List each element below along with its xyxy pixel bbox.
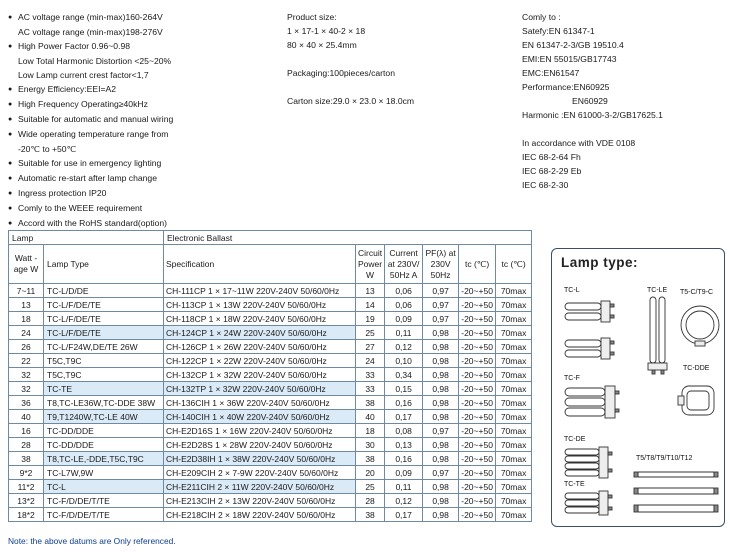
cell-power: 13 <box>356 284 385 298</box>
cell-tc-max: 70max <box>496 508 532 522</box>
cell-watt: 7~11 <box>9 284 44 298</box>
cell-watt: 28 <box>9 438 44 452</box>
cell-lamp-type: T5C,T9C <box>44 368 164 382</box>
header-pf: PF(λ) at 230V 50Hz <box>423 245 459 284</box>
cell-lamp-type: TC-L/F/DE/TE <box>44 298 164 312</box>
comply-emi: EMI:EN 55015/GB17743 <box>522 54 617 64</box>
cell-spec: CH-122CP 1 × 22W 220V-240V 50/60/0Hz <box>164 354 356 368</box>
cell-pf: 0,98 <box>423 452 459 466</box>
cell-power: 18 <box>356 424 385 438</box>
comply-emc: EMC:EN61547 <box>522 68 580 78</box>
header-power: Circuit Power W <box>356 245 385 284</box>
cell-tc-max: 70max <box>496 368 532 382</box>
cell-current: 0,10 <box>385 354 423 368</box>
comply-harmonic: Harmonic :EN 61000-3-2/GB17625.1 <box>522 110 663 120</box>
feature-item: -20℃ to +50℃ <box>18 144 77 154</box>
cell-power: 20 <box>356 466 385 480</box>
lamp-type-title: Lamp type: <box>561 255 639 270</box>
cell-tc-max: 70max <box>496 494 532 508</box>
label-tc-le: TC-LE <box>647 287 668 294</box>
cell-tc-max: 70max <box>496 354 532 368</box>
cell-spec: CH-118CP 1 × 18W 220V-240V 50/60/0Hz <box>164 312 356 326</box>
label-tc-de: TC-DE <box>564 436 586 443</box>
header-tc-max: tc (℃) <box>496 245 532 284</box>
header-tc-range: tc (℃) <box>459 245 496 284</box>
cell-tc-range: -20~+50 <box>459 368 496 382</box>
cell-tc-range: -20~+50 <box>459 466 496 480</box>
feature-item: ● Suitable for automatic and manual wiring <box>8 112 288 127</box>
cell-current: 0,12 <box>385 494 423 508</box>
packaging-info: Packaging:100pieces/carton <box>287 68 395 78</box>
header-watt: Watt -age W <box>9 245 44 284</box>
cell-lamp-type: T5C,T9C <box>44 354 164 368</box>
cell-pf: 0,98 <box>423 340 459 354</box>
cell-pf: 0,98 <box>423 438 459 452</box>
cell-pf: 0,98 <box>423 396 459 410</box>
feature-item: ● Wide operating temperature range from <box>8 127 288 142</box>
cell-watt: 32 <box>9 382 44 396</box>
cell-power: 25 <box>356 480 385 494</box>
cell-power: 38 <box>356 452 385 466</box>
cell-watt: 40 <box>9 410 44 424</box>
cell-power: 25 <box>356 326 385 340</box>
table-row <box>9 298 532 312</box>
cell-watt: 22 <box>9 354 44 368</box>
cell-tc-max: 70max <box>496 326 532 340</box>
cell-pf: 0,97 <box>423 312 459 326</box>
cell-current: 0,16 <box>385 396 423 410</box>
header-spec: Specification <box>164 245 356 284</box>
cell-watt: 26 <box>9 340 44 354</box>
cell-pf: 0,98 <box>423 354 459 368</box>
cell-lamp-type: TC-F/D/DE/T/TE <box>44 508 164 522</box>
cell-tc-max: 70max <box>496 382 532 396</box>
cell-tc-range: -20~+50 <box>459 354 496 368</box>
feature-item: Low Lamp current crest factor<1,7 <box>18 70 149 80</box>
table-row <box>9 284 532 298</box>
cell-watt: 18 <box>9 312 44 326</box>
cell-power: 14 <box>356 298 385 312</box>
feature-item: ● High Power Factor 0.96~0.98 <box>8 39 288 54</box>
cell-tc-max: 70max <box>496 480 532 494</box>
table-row <box>9 410 532 424</box>
feature-item: ● Comly to the WEEE requirement <box>8 201 288 216</box>
cell-pf: 0,98 <box>423 494 459 508</box>
cell-current: 0,06 <box>385 284 423 298</box>
table-row <box>9 452 532 466</box>
label-t5-t8-t9: T5/T8/T9/T10/T12 <box>636 455 693 462</box>
cell-current: 0,17 <box>385 410 423 424</box>
cell-tc-max: 70max <box>496 396 532 410</box>
comply-safety: Satefy:EN 61347-1 <box>522 26 595 36</box>
label-tc-dde: TC-DDE <box>683 365 710 372</box>
carton-size: Carton size:29.0 × 23.0 × 18.0cm <box>287 96 415 106</box>
cell-current: 0,11 <box>385 326 423 340</box>
feature-item: ● Ingress protection IP20 <box>8 186 288 201</box>
cell-current: 0,06 <box>385 298 423 312</box>
cell-lamp-type: T8,TC-LE,-DDE,T5C,T9C <box>44 452 164 466</box>
cell-tc-range: -20~+50 <box>459 410 496 424</box>
cell-power: 33 <box>356 382 385 396</box>
cell-tc-range: -20~+50 <box>459 508 496 522</box>
cell-lamp-type: TC-L/F24W,DE/TE 26W <box>44 340 164 354</box>
cell-lamp-type: TC-F/D/DE/T/TE <box>44 494 164 508</box>
cell-tc-max: 70max <box>496 466 532 480</box>
comply-performance: Performance:EN60925 <box>522 82 610 92</box>
cell-tc-range: -20~+50 <box>459 424 496 438</box>
feature-list <box>8 10 288 231</box>
cell-spec: CH-132TP 1 × 32W 220V-240V 50/60/0Hz <box>164 382 356 396</box>
comply-iec-1: IEC 68-2-64 Fh <box>522 152 581 162</box>
tc-te-lamp-icon <box>565 491 612 515</box>
cell-spec: CH-132CP 1 × 32W 220V-240V 50/60/0Hz <box>164 368 356 382</box>
cell-tc-range: -20~+50 <box>459 438 496 452</box>
product-info <box>287 10 487 108</box>
cell-spec: CH-E211CIH 2 × 11W 220V-240V 50/60/0Hz <box>164 480 356 494</box>
cell-lamp-type: TC-L/F/DE/TE <box>44 312 164 326</box>
cell-watt: 36 <box>9 396 44 410</box>
cell-watt: 13 <box>9 298 44 312</box>
cell-watt: 18*2 <box>9 508 44 522</box>
group-lamp: Lamp <box>9 231 164 245</box>
cell-tc-range: -20~+50 <box>459 284 496 298</box>
cell-spec: CH-E209CIH 2 × 7-9W 220V-240V 50/60/0Hz <box>164 466 356 480</box>
cell-tc-max: 70max <box>496 312 532 326</box>
cell-pf: 0,98 <box>423 326 459 340</box>
product-size-2: 80 × 40 × 25.4mm <box>287 40 357 50</box>
cell-power: 24 <box>356 354 385 368</box>
table-header <box>9 245 532 284</box>
cell-current: 0,16 <box>385 452 423 466</box>
cell-current: 0,34 <box>385 368 423 382</box>
compliance-info <box>522 10 727 192</box>
table-row <box>9 480 532 494</box>
cell-spec: CH-113CP 1 × 13W 220V-240V 50/60/0Hz <box>164 298 356 312</box>
cell-power: 38 <box>356 508 385 522</box>
table-row <box>9 508 532 522</box>
table-row <box>9 494 532 508</box>
cell-spec: CH-126CP 1 × 26W 220V-240V 50/60/0Hz <box>164 340 356 354</box>
table-group-header <box>9 231 532 245</box>
cell-tc-max: 70max <box>496 424 532 438</box>
tc-l-lamp-icon <box>565 301 614 322</box>
product-size-label: Product size: <box>287 12 337 22</box>
cell-power: 28 <box>356 494 385 508</box>
cell-lamp-type: T8,TC-LE36W,TC-DDE 38W <box>44 396 164 410</box>
cell-spec: CH-E2D16S 1 × 16W 220V-240V 50/60/0Hz <box>164 424 356 438</box>
feature-item: ● High Frequency Operating≥40kHz <box>8 97 288 112</box>
table-row <box>9 340 532 354</box>
label-tc-te: TC-TE <box>564 481 585 488</box>
cell-lamp-type: TC-L/F/DE/TE <box>44 326 164 340</box>
cell-pf: 0,97 <box>423 284 459 298</box>
cell-pf: 0,97 <box>423 298 459 312</box>
feature-item: AC voltage range (min-max)198-276V <box>18 27 163 37</box>
cell-pf: 0,98 <box>423 368 459 382</box>
cell-tc-range: -20~+50 <box>459 396 496 410</box>
cell-tc-range: -20~+50 <box>459 452 496 466</box>
cell-spec: CH-E213CIH 2 × 13W 220V-240V 50/60/0Hz <box>164 494 356 508</box>
cell-spec: CH-136CIH 1 × 36W 220V-240V 50/60/0Hz <box>164 396 356 410</box>
cell-lamp-type: TC-DD/DDE <box>44 424 164 438</box>
feature-item: ● Suitable for use in emergency lighting <box>8 156 288 171</box>
header-current: Current at 230V/ 50Hz A <box>385 245 423 284</box>
cell-spec: CH-111CP 1 × 17~11W 220V-240V 50/60/0Hz <box>164 284 356 298</box>
table-row <box>9 382 532 396</box>
cell-pf: 0,97 <box>423 466 459 480</box>
cell-power: 30 <box>356 438 385 452</box>
cell-tc-max: 70max <box>496 410 532 424</box>
cell-pf: 0,98 <box>423 480 459 494</box>
table-row <box>9 396 532 410</box>
cell-tc-range: -20~+50 <box>459 382 496 396</box>
cell-tc-max: 70max <box>496 284 532 298</box>
tc-dde-lamp-icon <box>678 386 714 415</box>
cell-current: 0,15 <box>385 382 423 396</box>
label-tc-f: TC-F <box>564 375 580 382</box>
footnote: Note: the above datums are Only referenced. <box>8 536 176 546</box>
cell-tc-range: -20~+50 <box>459 480 496 494</box>
comply-safety-2: EN 61347-2-3/GB 19510.4 <box>522 40 624 50</box>
cell-lamp-type: TC-L7W,9W <box>44 466 164 480</box>
table-row <box>9 438 532 452</box>
label-t5c: T5-C/T9-C <box>680 289 714 296</box>
cell-tc-range: -20~+50 <box>459 298 496 312</box>
comply-title: Comly to : <box>522 12 561 22</box>
comply-iec-2: IEC 68-2-29 Eb <box>522 166 582 176</box>
cell-watt: 16 <box>9 424 44 438</box>
group-ballast: Electronic Ballast <box>164 231 532 245</box>
cell-current: 0,12 <box>385 340 423 354</box>
cell-watt: 13*2 <box>9 494 44 508</box>
cell-tc-max: 70max <box>496 298 532 312</box>
cell-spec: CH-140CIH 1 × 40W 220V-240V 50/60/0Hz <box>164 410 356 424</box>
cell-current: 0,13 <box>385 438 423 452</box>
feature-item: Low Total Harmonic Distortion <25~20% <box>18 56 172 66</box>
lamp-type-panel <box>551 248 725 527</box>
table-row <box>9 466 532 480</box>
cell-lamp-type: TC-TE <box>44 382 164 396</box>
cell-pf: 0,98 <box>423 508 459 522</box>
table-row <box>9 368 532 382</box>
cell-spec: CH-E2D28S 1 × 28W 220V-240V 50/60/0Hz <box>164 438 356 452</box>
comply-vde: In accordance with VDE 0108 <box>522 138 636 148</box>
table-row <box>9 354 532 368</box>
cell-power: 40 <box>356 410 385 424</box>
cell-lamp-type: TC-L <box>44 480 164 494</box>
label-tc-l: TC-L <box>564 287 580 294</box>
cell-tc-max: 70max <box>496 340 532 354</box>
product-size-1: 1 × 17-1 × 40-2 × 18 <box>287 26 366 36</box>
feature-item: ● AC voltage range (min-max)160-264V <box>8 10 288 25</box>
cell-current: 0,11 <box>385 480 423 494</box>
cell-spec: CH-124CP 1 × 24W 220V-240V 50/60/0Hz <box>164 326 356 340</box>
cell-current: 0,09 <box>385 466 423 480</box>
table-row <box>9 326 532 340</box>
cell-watt: 9*2 <box>9 466 44 480</box>
cell-watt: 38 <box>9 452 44 466</box>
feature-item: ● Accord with the RoHS standard(option) <box>8 216 288 231</box>
t5c-circular-lamp-icon <box>681 306 719 346</box>
t5-t8-tube-icon <box>634 472 718 512</box>
cell-power: 38 <box>356 396 385 410</box>
cell-power: 27 <box>356 340 385 354</box>
feature-item: ● Automatic re-start after lamp change <box>8 171 288 186</box>
cell-tc-max: 70max <box>496 438 532 452</box>
cell-lamp-type: T9,T1240W,TC-LE 40W <box>44 410 164 424</box>
cell-power: 19 <box>356 312 385 326</box>
cell-tc-range: -20~+50 <box>459 494 496 508</box>
cell-pf: 0,97 <box>423 424 459 438</box>
cell-current: 0,17 <box>385 508 423 522</box>
cell-current: 0,08 <box>385 424 423 438</box>
specification-table <box>8 230 532 522</box>
header-lamp-type: Lamp Type <box>44 245 164 284</box>
cell-lamp-type: TC-L/D/DE <box>44 284 164 298</box>
tc-de-lamp-icon <box>565 447 612 478</box>
cell-spec: CH-E2D38IH 1 × 38W 220V-240V 50/60/0Hz <box>164 452 356 466</box>
comply-performance-2: EN60929 <box>572 96 608 106</box>
tc-le-lamp-icon <box>648 297 667 374</box>
cell-lamp-type: TC-DD/DDE <box>44 438 164 452</box>
cell-pf: 0,98 <box>423 410 459 424</box>
tc-l-lamp-icon-2 <box>565 338 614 359</box>
cell-tc-range: -20~+50 <box>459 312 496 326</box>
cell-power: 33 <box>356 368 385 382</box>
table-row <box>9 312 532 326</box>
cell-pf: 0,98 <box>423 382 459 396</box>
tc-f-lamp-icon <box>565 386 619 418</box>
feature-item: ● Energy Efficiency:EEI=A2 <box>8 82 288 97</box>
cell-watt: 32 <box>9 368 44 382</box>
cell-watt: 24 <box>9 326 44 340</box>
cell-current: 0,09 <box>385 312 423 326</box>
table-row <box>9 424 532 438</box>
cell-tc-range: -20~+50 <box>459 326 496 340</box>
cell-tc-max: 70max <box>496 452 532 466</box>
cell-tc-range: -20~+50 <box>459 340 496 354</box>
cell-watt: 11*2 <box>9 480 44 494</box>
cell-spec: CH-E218CIH 2 × 18W 220V-240V 50/60/0Hz <box>164 508 356 522</box>
comply-iec-3: IEC 68-2-30 <box>522 180 569 190</box>
